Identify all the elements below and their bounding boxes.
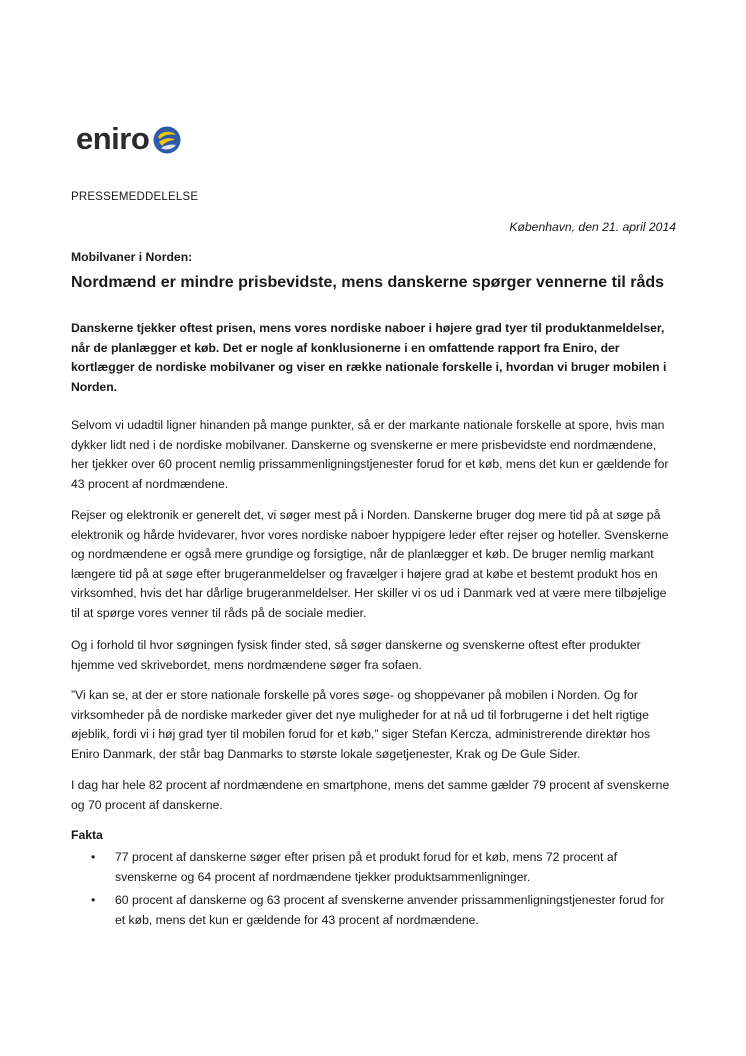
logo-wordmark: eniro <box>76 121 150 156</box>
facts-list <box>71 848 676 934</box>
facts-item-text: 60 procent af danskerne og 63 procent af svenskerne anvender prissammenligningstjenester forud for et køb, mens det kun er gældende for 43 procent af nordmændene. <box>115 893 665 927</box>
facts-heading: Fakta <box>71 828 103 842</box>
body-paragraph: Rejser og elektronik er generelt det, vi søger mest på i Norden. Danskerne bruger dog mere tid på at søge på elektronik og hårde hvidevarer, hvor vores nordiske naboer hyppigere leder efter rejser og hoteller. Svenskerne og nordmændene er også mere grundige og forsigtige, når de planlægger et køb. De bruger nemlig markant længere tid på at søge efter brugeranmeldelser og fravælger i højere grad at købe et bestemt produkt hos en virksomhed, hvis det har dårlige brugeranmeldelser. Her skiller vi os ud i Danmark ved at være mere tilbøjelige til at spørge vores venner til råds på de sociale medier. <box>71 508 669 620</box>
dateline: København, den 21. april 2014 <box>509 220 676 234</box>
facts-list-item <box>71 848 676 887</box>
body-paragraph: Selvom vi udadtil ligner hinanden på mange punkter, så er der markante nationale forskelle at spore, hvis man dykker lidt ned i de nordiske mobilvaner. Danskerne og svenskerne er mere prisbevidste end nordmændene, her tjekker over 60 procent nemlig prissammenligningstjenester forud for et køb, mens det kun er gældende for 43 procent af nordmændene. <box>71 418 669 491</box>
lead-paragraph: Danskerne tjekker oftest prisen, mens vores nordiske naboer i højere grad tyer til produktanmeldelser, når de planlægger et køb. Det er nogle af konklusionerne i en omfattende rapport fra Eniro, der kortlægger de nordiske mobilvaner og viser en række nationale forskelle i, hvordan vi bruger mobilen i Norden. <box>71 321 667 394</box>
body-paragraph: I dag har hele 82 procent af nordmændene en smartphone, mens det samme gælder 79 procent af svenskerne og 70 procent af danskerne. <box>71 778 670 812</box>
quote-paragraph: ”Vi kan se, at der er store nationale forskelle på vores søge- og shoppevaner på mobilen i Norden. Og for virksomheder på de nordiske markeder giver det nye muligheder for at nå ud til forbrugerne i det helt rigtige øjeblik, fordi vi i høj grad tyer til mobilen forud for et køb,” siger Stefan Kercza, administrerende direktør hos Eniro Danmark, der står bag Danmarks to største lokale søgetjenester, Krak og De Gule Sider. <box>71 688 651 761</box>
kicker: Mobilvaner i Norden: <box>71 250 193 264</box>
headline: Nordmænd er mindre prisbevidste, mens danskerne spørger vennerne til råds <box>71 274 665 291</box>
bullet-icon: • <box>91 893 96 907</box>
eniro-swirl-icon <box>152 125 182 155</box>
document-type-label: PRESSEMEDDELELSE <box>71 191 199 203</box>
facts-list-item <box>71 891 676 930</box>
body-paragraph: Og i forhold til hvor søgningen fysisk finder sted, så søger danskerne og svenskerne oftest efter produkter hjemme ved skrivebordet, mens nordmændene søger fra sofaen. <box>71 638 641 672</box>
bullet-icon: • <box>91 850 96 864</box>
facts-item-text: 77 procent af danskerne søger efter prisen på et produkt forud for et køb, mens 72 procent af svenskerne og 64 procent af nordmændene tjekker produktsammenligninger. <box>115 850 617 884</box>
eniro-logo <box>76 122 182 156</box>
